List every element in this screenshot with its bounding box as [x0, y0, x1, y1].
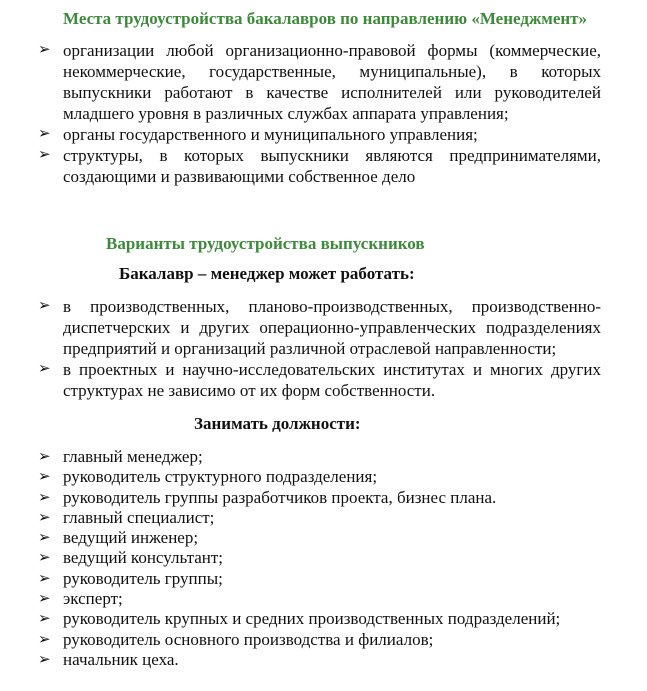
arrow-bullet-icon: ➢	[38, 298, 51, 314]
arrow-bullet-icon: ➢	[38, 611, 51, 628]
list-item	[38, 467, 601, 487]
list-item	[38, 296, 601, 359]
arrow-bullet-icon: ➢	[38, 449, 51, 465]
list-item-text: эксперт;	[63, 589, 123, 609]
list-item-text: руководитель группы;	[63, 568, 223, 588]
list-item-text: главный специалист;	[63, 507, 215, 527]
list-item-text: руководитель структурного подразделения;	[63, 467, 378, 487]
arrow-bullet-icon: ➢	[38, 469, 51, 486]
section1-title: Места трудоустройства бакалавров по направлению «Менеджмент»	[63, 9, 588, 28]
arrow-bullet-icon: ➢	[38, 570, 51, 587]
arrow-bullet-icon: ➢	[38, 530, 51, 547]
workplaces-list	[38, 40, 601, 187]
section3-title: Занимать должности:	[194, 414, 361, 433]
list-item-text: ведущий консультант;	[63, 548, 224, 568]
arrow-bullet-icon: ➢	[38, 147, 51, 163]
list-item-text: руководитель основного производства и филиалов;	[63, 629, 434, 649]
list-item-text: в проектных и научно-исследовательских институтах и многих других структурах не зависимо от их форм собственности.	[63, 360, 601, 400]
list-item	[38, 630, 601, 650]
employment-options-list	[38, 296, 601, 401]
list-item	[38, 145, 601, 187]
list-item	[38, 359, 601, 401]
list-item	[38, 609, 601, 629]
list-item-text: организации любой организационно-правовой формы (коммерческие, некоммерческие, государственные, муниципальные), в которых выпускники работают в качестве исполнителей или руководителей младшего уровня в различных службах аппарата управления;	[63, 41, 601, 123]
section2-title: Варианты трудоустройства выпускников	[106, 234, 425, 253]
arrow-bullet-icon: ➢	[38, 42, 51, 58]
list-item	[38, 548, 601, 568]
list-item-text: руководитель группы разработчиков проекта, бизнес плана.	[63, 487, 497, 507]
section2-subtitle: Бакалавр – менеджер может работать:	[119, 264, 415, 283]
list-item-text: структуры, в которых выпускники являются предпринимателями, создающими и развивающими собственное дело	[63, 146, 601, 186]
arrow-bullet-icon: ➢	[38, 489, 51, 506]
arrow-bullet-icon: ➢	[38, 361, 51, 377]
list-item	[38, 40, 601, 124]
list-item	[38, 528, 601, 548]
list-item-text: начальник цеха.	[63, 649, 179, 669]
list-item-text: ведущий инженер;	[63, 528, 199, 548]
arrow-bullet-icon: ➢	[38, 591, 51, 608]
arrow-bullet-icon: ➢	[38, 550, 51, 567]
list-item	[38, 488, 601, 508]
list-item	[38, 124, 601, 145]
positions-list	[38, 447, 601, 670]
list-item-text: главный менеджер;	[63, 447, 203, 466]
arrow-bullet-icon: ➢	[38, 126, 51, 142]
list-item	[38, 508, 601, 528]
arrow-bullet-icon: ➢	[38, 631, 51, 648]
list-item	[38, 650, 601, 670]
arrow-bullet-icon: ➢	[38, 651, 51, 668]
arrow-bullet-icon: ➢	[38, 509, 51, 526]
list-item	[38, 447, 601, 467]
list-item-text: в производственных, планово-производственных, производственно-диспетчерских и других операционно-управленческих подразделениях предприятий и организаций различной отраслевой направленности;	[63, 297, 601, 358]
list-item-text: органы государственного и муниципального управления;	[63, 125, 478, 144]
list-item	[38, 589, 601, 609]
list-item-text: руководитель крупных и средних производственных подразделений;	[63, 609, 561, 629]
list-item	[38, 569, 601, 589]
